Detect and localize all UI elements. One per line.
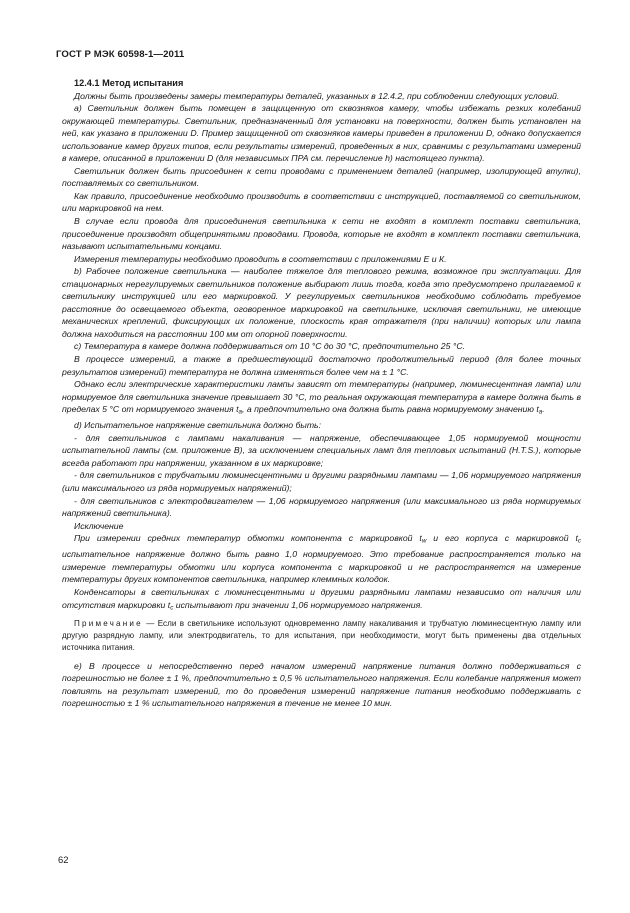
paragraph-a: а) Светильник должен быть помещен в защищенную от сквозняков камеру, чтобы избежать резких колебаний окружающей температуры. Светильник, предназначенный для установки на поверхности, должен быть установлен на ней, как указано в приложении D. Пример защищенной от сквозняков камеры приведен в приложении D, однако допускается использование камер других типов, если результаты измерений, проведенных в них, сравнимы с результатами измерений в камере, описанной в приложении D (для независимых ПРА см. перечисление h) настоящего пункта). [62, 103, 581, 164]
section-heading: 12.4.1 Метод испытания [74, 78, 184, 88]
text-run: , а предпочтительно она должна быть равна нормируемому значению t [242, 404, 539, 415]
paragraph-b: b) Рабочее положение светильника — наиболее тяжелое для теплового режима, возможное при эксплуатации. Для стационарных нерегулируемых светильников положение выбирают лишь тогда, когда это предусмотрено прилагаемой к светильнику инструкцией или его маркировкой. У регулируемых светильников необходимо соблюдать требуемое расстояние до освещаемого объекта, оговоренное маркировкой на светильнике, исключая светильники, не имеющие механических креплений, фиксирующих их положение, плоскость края отражателя (при наличии) которых или лампа должна находиться на расстоянии 100 мм от опорной поверхности. [62, 266, 581, 339]
exception-paragraph-windings [62, 532, 581, 586]
paragraph-c-rated-temperature [62, 378, 581, 419]
document-header: ГОСТ Р МЭК 60598-1—2011 [56, 49, 185, 60]
list-item-discharge: - для светильников с трубчатыми люминесцентными и другими разрядными лампами — 1,06 нормируемого напряжения (или максимального из ряда нормируемых напряжений); [62, 470, 581, 494]
note [62, 618, 581, 654]
exception-title: Исключение [74, 520, 124, 531]
text-run: и его корпуса с маркировкой t [426, 533, 578, 544]
paragraph-a-test-leads: В случае если провода для присоединения светильника к сети не входят в комплект поставки светильника, присоединение производят общепринятыми проводами. Провода, которые не входят в комплект поставки светильника, называют испытательными концами. [62, 215, 581, 252]
subscript: c [577, 537, 581, 545]
text-run: испытывают при значении 1,06 нормируемого напряжения. [173, 599, 423, 610]
paragraph-a-instructions: Как правило, присоединение необходимо производить в соответствии с инструкцией, поставляемой со светильником, или маркировкой на нем. [62, 190, 581, 214]
paragraph-e: е) В процессе и непосредственно перед началом измерений напряжение питания должно поддерживаться с погрешностью не более ± 1 %, предпочтительно ± 0,5 % испытательного напряжения. Если колебание напряжения может повлиять на результат измерений, то до проведения измерений напряжение питания необходимо поддерживать с погрешностью ± 1 % испытательного напряжения в течение не менее 10 мин. [62, 660, 581, 709]
subscript: a [238, 408, 243, 416]
text-run: При измерении средних температур обмотки компонента с маркировкой t [74, 533, 422, 544]
text-run: . [542, 404, 545, 415]
paragraph-a-annexes: Измерения температуры необходимо проводить в соответствии с приложениями Е и К. [74, 253, 447, 264]
list-item-incandescent: - для светильников с лампами накаливания — напряжение, обеспечивающее 1,05 нормируемой мощности испытательной лампы (см. приложение В), за исключением специальных ламп для тепловых испытаний (H.T.S.), которые всегда работают при напряжении, указанном в их маркировке; [62, 432, 581, 468]
paragraph-c: с) Температура в камере должна поддерживаться от 10 °С до 30 °С, предпочтительно 25 °С. [74, 341, 466, 352]
list-item-motor: - для светильников с электродвигателем — 1,06 нормируемого напряжения (или максимального из ряда нормируемых напряжений светильника). [62, 495, 581, 519]
subscript: w [421, 537, 427, 545]
note-label: Примечание [74, 618, 143, 628]
page-content [62, 77, 581, 710]
exception-paragraph-capacitors [62, 586, 581, 615]
paragraph-d: d) Испытательное напряжение светильника должно быть: [74, 420, 322, 431]
paragraph-a-connection: Светильник должен быть присоединен к сети проводами с применением деталей (например, изолирующей втулки), поставляемых со светильником. [62, 165, 581, 189]
subscript: a [538, 408, 543, 416]
paragraph-intro: Должны быть произведены замеры температуры деталей, указанных в 12.4.2, при соблюдении следующих условий. [74, 90, 560, 101]
subscript: c [170, 604, 174, 612]
text-run: испытательное напряжение должно быть равно 1,0 нормируемого. Это требование распространяется только на измерение температуры обмотки или корпуса компонента с маркировкой и не распространяется на измерение температуры других компонентов светильника, например клеммных колодок. [62, 549, 581, 585]
note-text: — Если в светильнике используют одновременно лампу накаливания и трубчатую люминесцентную лампу или другую разрядную лампу, или электродвигатель, то для испытания, при необходимости, могут быть применены два отдельных источника питания. [62, 618, 581, 652]
text-run: Однако если электрические характеристики лампы зависят от температуры (например, люминесцентная лампа) или нормируемое для светильника значение превышает 30 °С, то реальная окружающая температура в камере должна быть в пределах 5 °С от нормируемого значения t [62, 379, 581, 415]
text-run: Конденсаторы в светильниках с люминесцентными и другими разрядными лампами независимо от наличия или отсутствия маркировки t [62, 586, 581, 610]
page-number: 62 [58, 854, 69, 865]
paragraph-c-stability: В процессе измерений, а также в предшествующий достаточно продолжительный период (для более точных результатов измерений) температура не должна изменяться более чем на ± 1 °С. [62, 353, 581, 377]
